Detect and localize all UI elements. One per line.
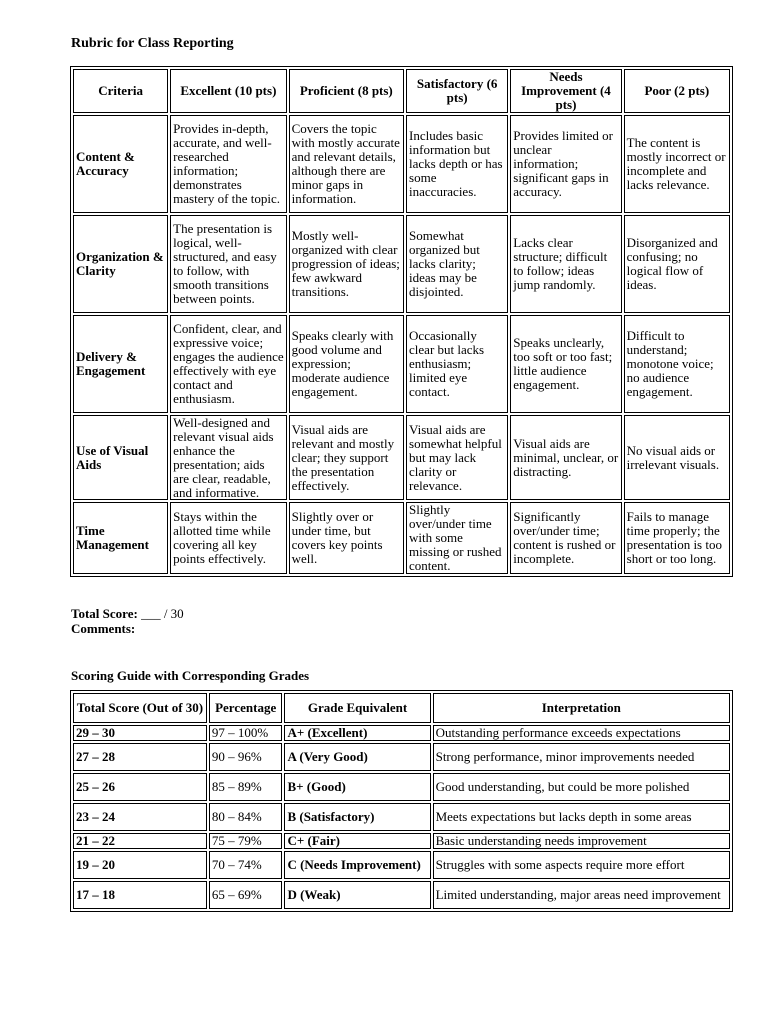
criteria-cell: Content & Accuracy bbox=[73, 115, 168, 213]
score-range: 19 – 20 bbox=[73, 851, 207, 879]
table-cell: Fails to manage time properly; the presentation is too short or too long. bbox=[624, 502, 730, 574]
percentage: 80 – 84% bbox=[209, 803, 283, 831]
scoring-guide-title: Scoring Guide with Corresponding Grades bbox=[71, 668, 310, 683]
table-cell: Covers the topic with mostly accurate and relevant details, although there are minor gaps in information. bbox=[289, 115, 404, 213]
interpretation: Good understanding, but could be more polished bbox=[433, 773, 730, 801]
rubric-row-time-management bbox=[73, 502, 730, 574]
total-score-label: Total Score: bbox=[71, 606, 138, 621]
score-range: 27 – 28 bbox=[73, 743, 207, 771]
table-cell: Mostly well-organized with clear progression of ideas; few awkward transitions. bbox=[289, 215, 404, 313]
table-cell: No visual aids or irrelevant visuals. bbox=[624, 415, 730, 500]
table-cell: Provides in-depth, accurate, and well-researched information; demonstrates mastery of the topic. bbox=[170, 115, 286, 213]
comments-label: Comments: bbox=[71, 621, 136, 636]
table-cell: Visual aids are somewhat helpful but may lack clarity or relevance. bbox=[406, 415, 508, 500]
interpretation: Struggles with some aspects require more effort bbox=[433, 851, 730, 879]
grade: C+ (Fair) bbox=[284, 833, 430, 849]
table-row bbox=[73, 725, 730, 741]
table-cell: Somewhat organized but lacks clarity; ideas may be disjointed. bbox=[406, 215, 508, 313]
table-cell: Speaks clearly with good volume and expression; moderate audience engagement. bbox=[289, 315, 404, 413]
table-cell: Slightly over or under time, but covers key points well. bbox=[289, 502, 404, 574]
table-row bbox=[73, 851, 730, 879]
table-cell: Includes basic information but lacks depth or has some inaccuracies. bbox=[406, 115, 508, 213]
rubric-row-organization-clarity bbox=[73, 215, 730, 313]
score-range: 29 – 30 bbox=[73, 725, 207, 741]
table-row bbox=[73, 773, 730, 801]
percentage: 97 – 100% bbox=[209, 725, 283, 741]
table-cell: Visual aids are minimal, unclear, or distracting. bbox=[510, 415, 621, 500]
table-cell: Confident, clear, and expressive voice; engages the audience effectively with eye contact and enthusiasm. bbox=[170, 315, 286, 413]
rubric-header-row bbox=[73, 69, 730, 113]
interpretation: Strong performance, minor improvements needed bbox=[433, 743, 730, 771]
criteria-cell: Organization & Clarity bbox=[73, 215, 168, 313]
table-cell: Visual aids are relevant and mostly clear; they support the presentation effectively. bbox=[289, 415, 404, 500]
table-cell: Occasionally clear but lacks enthusiasm; limited eye contact. bbox=[406, 315, 508, 413]
header-percentage: Percentage bbox=[209, 693, 283, 723]
grade: A (Very Good) bbox=[284, 743, 430, 771]
page-title: Rubric for Class Reporting bbox=[71, 36, 234, 51]
grade: B (Satisfactory) bbox=[284, 803, 430, 831]
score-range: 23 – 24 bbox=[73, 803, 207, 831]
criteria-cell: Time Management bbox=[73, 502, 168, 574]
percentage: 90 – 96% bbox=[209, 743, 283, 771]
score-range: 25 – 26 bbox=[73, 773, 207, 801]
interpretation: Meets expectations but lacks depth in some areas bbox=[433, 803, 730, 831]
header-poor: Poor (2 pts) bbox=[624, 69, 730, 113]
total-score-value: ___ / 30 bbox=[137, 606, 184, 621]
percentage: 75 – 79% bbox=[209, 833, 283, 849]
header-grade: Grade Equivalent bbox=[284, 693, 430, 723]
rubric-table bbox=[70, 66, 733, 577]
rubric-row-content-accuracy bbox=[73, 115, 730, 213]
table-cell: Disorganized and confusing; no logical flow of ideas. bbox=[624, 215, 730, 313]
grade: C (Needs Improvement) bbox=[284, 851, 430, 879]
table-cell: Provides limited or unclear information; significant gaps in accuracy. bbox=[510, 115, 621, 213]
table-cell: Lacks clear structure; difficult to follow; ideas jump randomly. bbox=[510, 215, 621, 313]
interpretation: Basic understanding needs improvement bbox=[433, 833, 730, 849]
table-cell: Difficult to understand; monotone voice; no audience engagement. bbox=[624, 315, 730, 413]
score-range: 21 – 22 bbox=[73, 833, 207, 849]
grade: D (Weak) bbox=[284, 881, 430, 909]
header-criteria: Criteria bbox=[73, 69, 168, 113]
score-range: 17 – 18 bbox=[73, 881, 207, 909]
table-cell: Significantly over/under time; content is rushed or incomplete. bbox=[510, 502, 621, 574]
scoring-table bbox=[70, 690, 733, 912]
criteria-cell: Use of Visual Aids bbox=[73, 415, 168, 500]
table-cell: Speaks unclearly, too soft or too fast; little audience engagement. bbox=[510, 315, 621, 413]
scoring-header-row bbox=[73, 693, 730, 723]
header-excellent: Excellent (10 pts) bbox=[170, 69, 286, 113]
table-cell: The presentation is logical, well-structured, and easy to follow, with smooth transitions between points. bbox=[170, 215, 286, 313]
header-proficient: Proficient (8 pts) bbox=[289, 69, 404, 113]
rubric-row-delivery-engagement bbox=[73, 315, 730, 413]
table-cell: The content is mostly incorrect or incomplete and lacks relevance. bbox=[624, 115, 730, 213]
grade: B+ (Good) bbox=[284, 773, 430, 801]
table-cell: Stays within the allotted time while covering all key points effectively. bbox=[170, 502, 286, 574]
table-cell: Slightly over/under time with some missing or rushed content. bbox=[406, 502, 508, 574]
header-needs-improvement: Needs Improvement (4 pts) bbox=[510, 69, 621, 113]
grade: A+ (Excellent) bbox=[284, 725, 430, 741]
interpretation: Limited understanding, major areas need improvement bbox=[433, 881, 730, 909]
header-total-score: Total Score (Out of 30) bbox=[73, 693, 207, 723]
header-interpretation: Interpretation bbox=[433, 693, 730, 723]
total-score bbox=[71, 606, 184, 621]
table-row bbox=[73, 833, 730, 849]
interpretation: Outstanding performance exceeds expectations bbox=[433, 725, 730, 741]
rubric-row-visual-aids bbox=[73, 415, 730, 500]
percentage: 70 – 74% bbox=[209, 851, 283, 879]
percentage: 65 – 69% bbox=[209, 881, 283, 909]
table-row bbox=[73, 881, 730, 909]
header-satisfactory: Satisfactory (6 pts) bbox=[406, 69, 508, 113]
table-row bbox=[73, 803, 730, 831]
criteria-cell: Delivery & Engagement bbox=[73, 315, 168, 413]
table-cell: Well-designed and relevant visual aids enhance the presentation; aids are clear, readable, and informative. bbox=[170, 415, 286, 500]
percentage: 85 – 89% bbox=[209, 773, 283, 801]
table-row bbox=[73, 743, 730, 771]
